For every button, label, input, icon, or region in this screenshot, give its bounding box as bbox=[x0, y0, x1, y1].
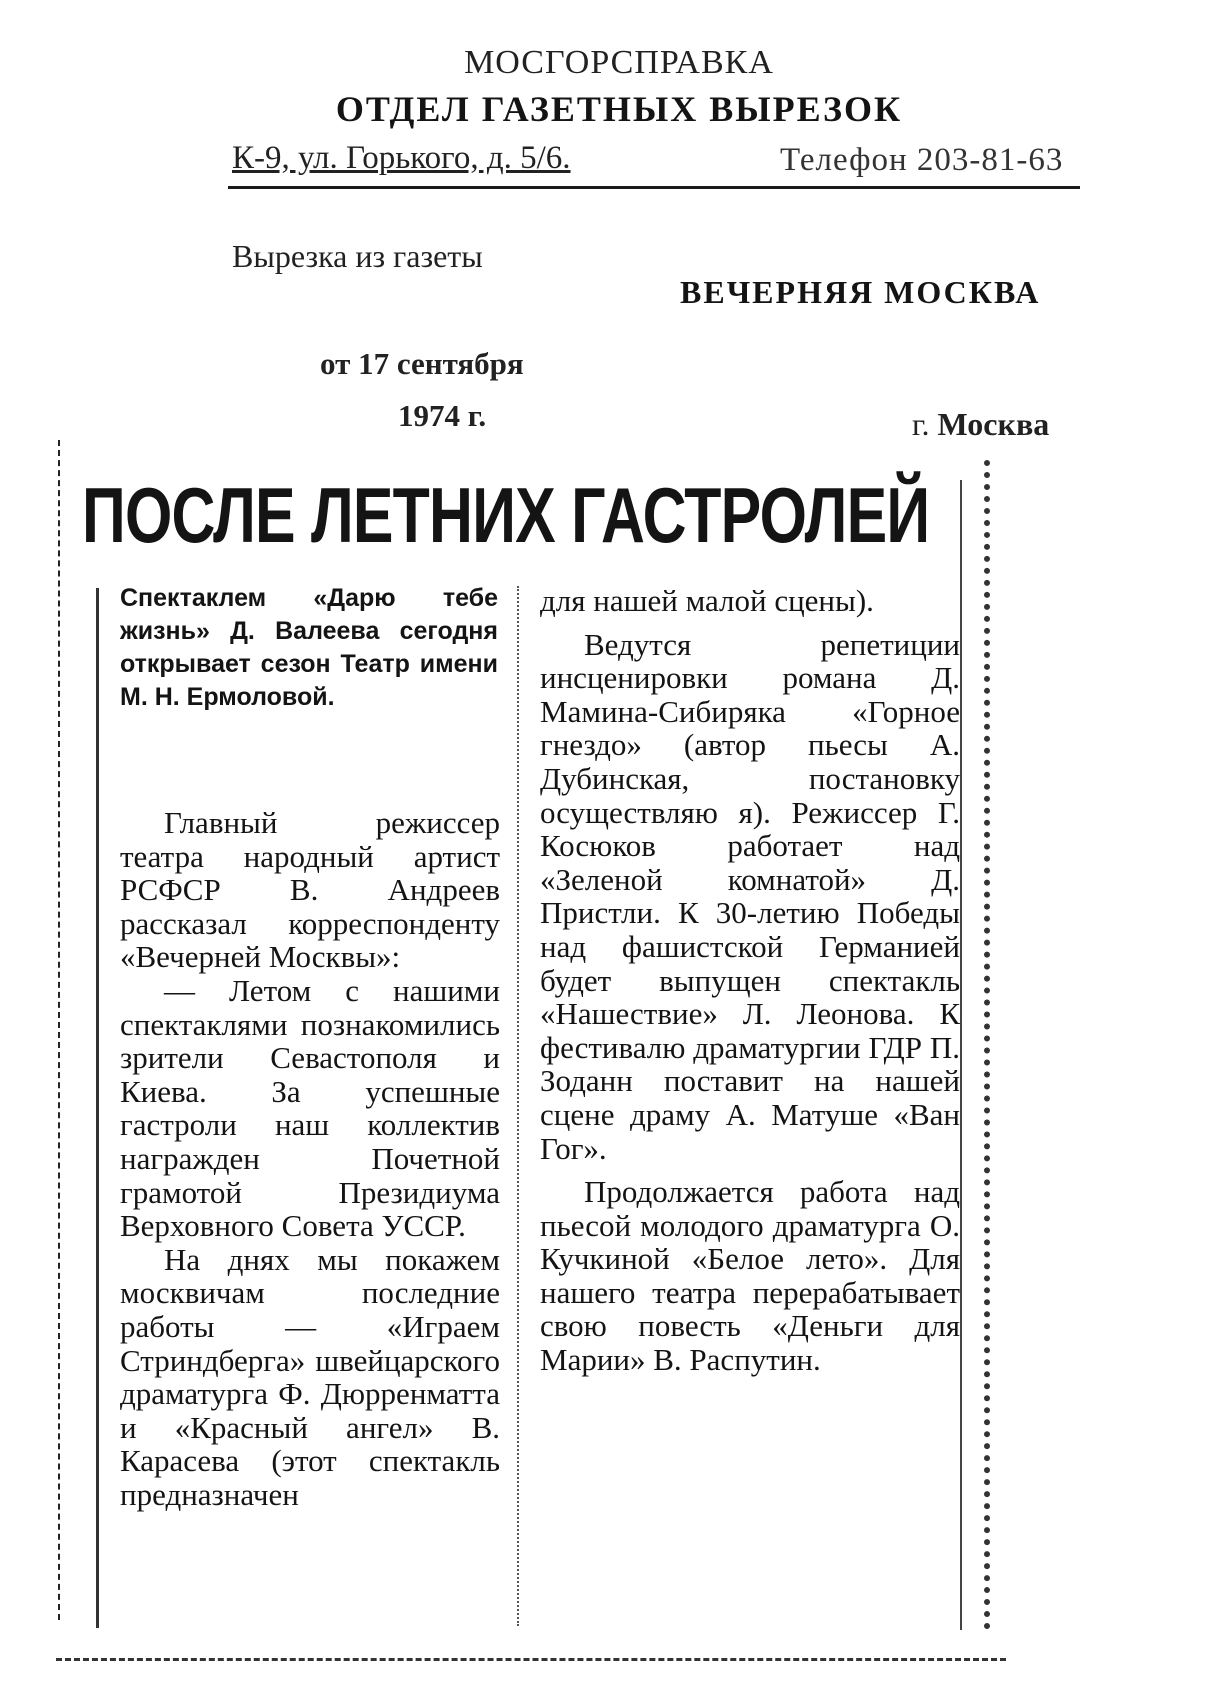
city-name: Москва bbox=[937, 406, 1050, 442]
paragraph: — Летом с нашими спектаклями познакомились зрители Севастополя и Киева. За успешные гастроли наш коллектив награжден Почетной грамотой Президиума Верховного Совета УССР. bbox=[120, 972, 500, 1244]
clipping-date: от 17 сентября bbox=[320, 346, 524, 381]
clipping-border-bottom bbox=[56, 1658, 1006, 1663]
paragraph: Главный режиссер театра народный артист РСФСР В. Андреев рассказал корреспонденту «Вечерней Москвы»: bbox=[120, 805, 500, 975]
paragraph: для нашей малой сцены). bbox=[540, 583, 874, 618]
column-divider bbox=[517, 586, 521, 1626]
agency-address bbox=[232, 140, 571, 177]
agency-name: МОСГОРСПРАВКА bbox=[464, 44, 774, 81]
paragraph: На днях мы покажем москвичам последние работы — «Играем Стриндберга» швейцарского драматурга Ф. Дюрренматта и «Красный ангел» В. Карасева (этот спектакль предназначен bbox=[120, 1241, 500, 1512]
article-headline: ПОСЛЕ ЛЕТНИХ ГАСТРОЛЕЙ bbox=[82, 471, 930, 559]
clipping-year: 1974 г. bbox=[398, 398, 487, 433]
article-column-left bbox=[120, 806, 500, 1511]
header-rule bbox=[228, 186, 1080, 189]
clipping-city bbox=[912, 406, 1049, 443]
address-text: К-9, ул. Горького, д. 5/6. bbox=[232, 140, 571, 176]
clipping-border-right bbox=[984, 460, 996, 1630]
article-lead: Спектаклем «Дарю тебе жизнь» Д. Валеева сегодня открывает сезон Театр имени М. Н. Ермоловой. bbox=[120, 584, 498, 711]
right-rule bbox=[960, 480, 962, 1630]
city-prefix: г. bbox=[912, 406, 930, 442]
paragraph: Ведутся репетиции инсценировки романа Д. Мамина-Сибиряка «Горное гнездо» (автор пьесы А. Дубинская, постановку осуществляю я). Режиссер Г. Косюков работает над «Зеленой комнатой» Д. Пристли. К 30-летию Победы над фашистской Германией будет выпущен спектакль «Нашествие» Л. Леонова. К фестивалю драматургии ГДР П. Зоданн поставит на нашей сцене драму А. Матуше «Ван Гог». bbox=[540, 626, 960, 1166]
newspaper-name: ВЕЧЕРНЯЯ МОСКВА bbox=[680, 274, 1041, 310]
lead-rule bbox=[96, 588, 99, 1628]
article-column-right bbox=[540, 584, 960, 1377]
department-name: ОТДЕЛ ГАЗЕТНЫХ ВЫРЕЗОК bbox=[335, 89, 903, 129]
agency-phone: Телефон 203-81-63 bbox=[780, 142, 1064, 178]
clipping-label: Вырезка из газеты bbox=[232, 238, 483, 274]
clipping-border-left bbox=[58, 440, 66, 1620]
paragraph: Продолжается работа над пьесой молодого драматурга О. Кучкиной «Белое лето». Для нашего театра перерабатывает свою повесть «Деньги для Марии» В. Распутин. bbox=[540, 1174, 960, 1378]
